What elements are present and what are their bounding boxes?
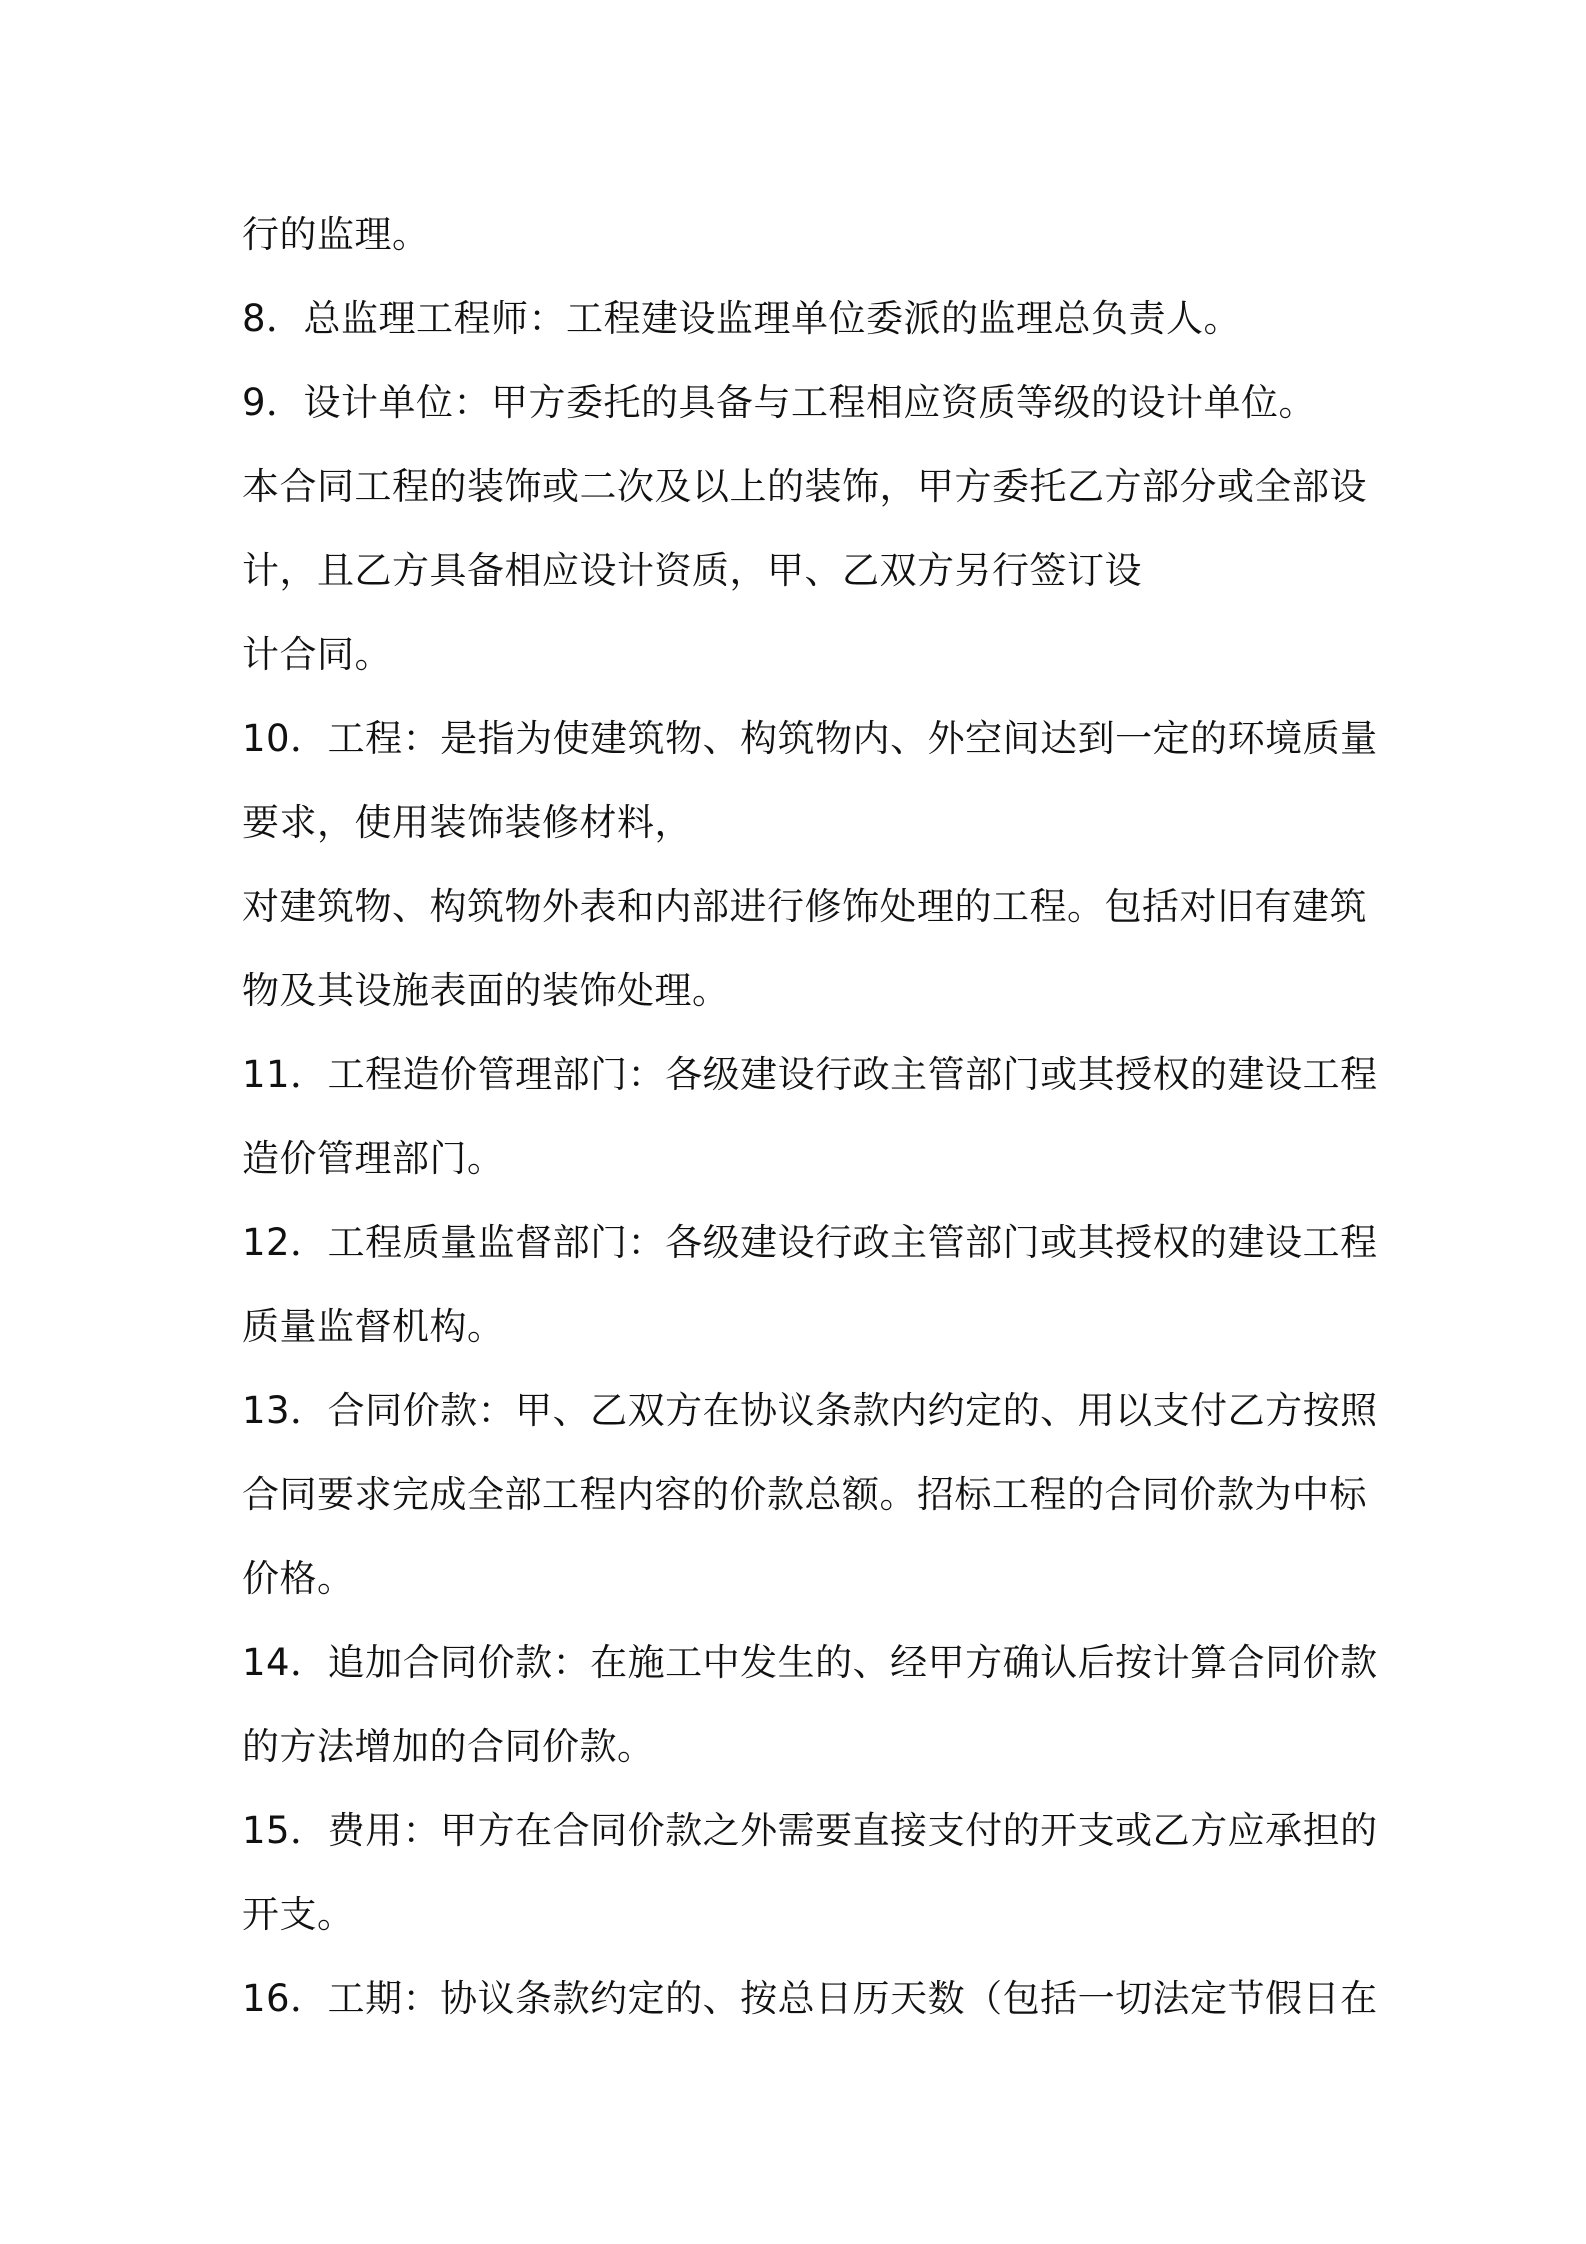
document-line-21: 开支。 xyxy=(242,1893,355,1936)
document-line-7: 10．工程：是指为使建筑物、构筑物内、外空间达到一定的环境质量 xyxy=(242,717,1378,760)
document-line-8: 要求，使用装饰装修材料， xyxy=(242,801,692,844)
document-line-18: 14．追加合同价款：在施工中发生的、经甲方确认后按计算合同价款 xyxy=(242,1641,1378,1684)
document-line-4: 本合同工程的装饰或二次及以上的装饰，甲方委托乙方部分或全部设 xyxy=(242,465,1367,508)
document-line-20: 15．费用：甲方在合同价款之外需要直接支付的开支或乙方应承担的 xyxy=(242,1809,1378,1852)
document-line-14: 质量监督机构。 xyxy=(242,1305,505,1348)
document-line-17: 价格。 xyxy=(242,1557,355,1600)
document-line-9: 对建筑物、构筑物外表和内部进行修饰处理的工程。包括对旧有建筑 xyxy=(242,885,1367,928)
document-body xyxy=(242,193,1378,2041)
document-line-1: 行的监理。 xyxy=(242,213,430,256)
document-line-22: 16．工期：协议条款约定的、按总日历天数（包括一切法定节假日在 xyxy=(242,1977,1378,2020)
document-line-3: 9．设计单位：甲方委托的具备与工程相应资质等级的设计单位。 xyxy=(242,381,1317,424)
document-line-11: 11．工程造价管理部门：各级建设行政主管部门或其授权的建设工程 xyxy=(242,1053,1378,1096)
document-line-12: 造价管理部门。 xyxy=(242,1137,505,1180)
document-line-19: 的方法增加的合同价款。 xyxy=(242,1725,655,1768)
document-line-2: 8．总监理工程师：工程建设监理单位委派的监理总负责人。 xyxy=(242,297,1242,340)
document-line-5: 计，且乙方具备相应设计资质，甲、乙双方另行签订设 xyxy=(242,549,1142,592)
document-line-16: 合同要求完成全部工程内容的价款总额。招标工程的合同价款为中标 xyxy=(242,1473,1367,1516)
document-line-6: 计合同。 xyxy=(242,633,392,676)
document-line-15: 13．合同价款：甲、乙双方在协议条款内约定的、用以支付乙方按照 xyxy=(242,1389,1378,1432)
document-line-10: 物及其设施表面的装饰处理。 xyxy=(242,969,730,1012)
document-line-13: 12．工程质量监督部门：各级建设行政主管部门或其授权的建设工程 xyxy=(242,1221,1378,1264)
